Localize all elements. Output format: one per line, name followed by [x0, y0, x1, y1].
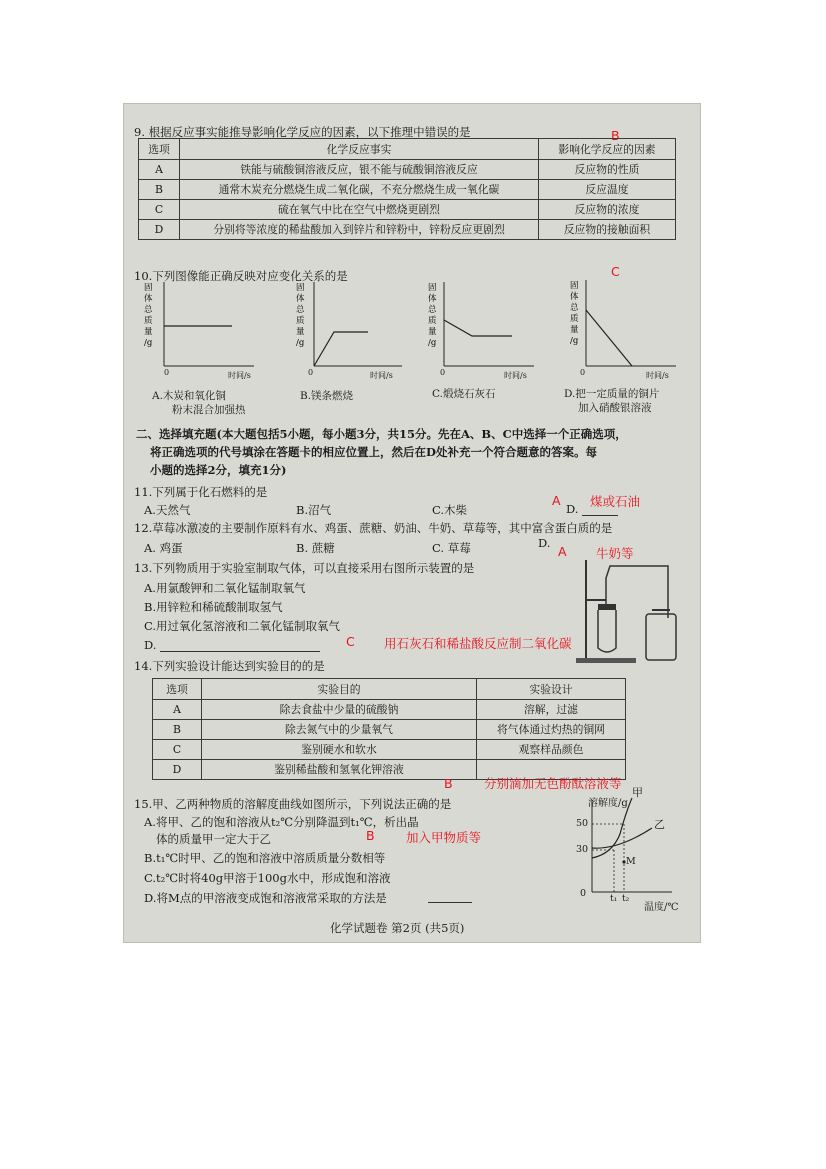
q14-answer: B	[444, 776, 453, 791]
graph-ylabel-part: 总	[570, 303, 579, 313]
q14-cell: D	[153, 760, 202, 780]
table-row	[153, 740, 626, 760]
q11-blank	[582, 515, 618, 516]
graph-curve	[314, 332, 368, 366]
q15-stem: 15.甲、乙两种物质的溶解度曲线如图所示，下列说法正确的是	[134, 797, 452, 811]
q9-cell: 反应物的浓度	[539, 200, 676, 220]
q11-answer: A	[552, 493, 561, 508]
solubility-xlabel: 温度/℃	[644, 902, 679, 913]
graph-a-caption: A.木炭和氧化铜	[152, 390, 226, 402]
graph-ylabel-part: 质	[428, 316, 437, 326]
q12-stem: 12.草莓冰激凌的主要制作原料有水、鸡蛋、蔗糖、奶油、牛奶、草莓等，其中富含蛋白质的是	[134, 521, 613, 535]
q13-stem: 13.下列物质用于实验室制取气体，可以直接采用右图所示装置的是	[134, 561, 475, 575]
q12-fill: 牛奶等	[596, 546, 634, 561]
solubility-ytick-50: 50	[576, 818, 589, 829]
section2-line2: 将正确选项的代号填涂在答题卡的相应位置上，然后在D处补充一个符合题意的答案。每	[150, 445, 597, 459]
q14-cell: 观察样品颜色	[477, 740, 626, 760]
graph-a-origin: 0	[164, 368, 170, 377]
q10-graph-c	[428, 282, 534, 366]
q15-option-d: D.将M点的甲溶液变成饱和溶液常采取的方法是	[144, 891, 387, 905]
solubility-t1: t₁	[610, 894, 618, 904]
q11-stem: 11.下列属于化石燃料的是	[134, 485, 268, 499]
section2-line3: 小题的选择2分，填充1分)	[150, 463, 287, 477]
table-row	[139, 180, 676, 200]
graph-d-caption: D.把一定质量的铜片	[564, 388, 660, 400]
q10-graph-d	[570, 280, 676, 366]
q14-stem: 14.下列实验设计能达到实验目的的是	[134, 659, 325, 673]
q14-cell: A	[153, 700, 202, 720]
table-row	[153, 720, 626, 740]
table-row	[139, 200, 676, 220]
q15-option-b: B.t₁℃时甲、乙的饱和溶液中溶质质量分数相等	[144, 851, 386, 865]
q14-cell: B	[153, 720, 202, 740]
graph-d-xlabel: 时间/s	[646, 371, 669, 380]
q13-option-b: B.用锌粒和稀硫酸制取氢气	[144, 600, 283, 614]
q14-cell: 鉴别稀盐酸和氢氧化钾溶液	[202, 760, 477, 780]
q15-answer: B	[366, 828, 375, 843]
q14-header-design: 实验设计	[477, 679, 626, 700]
q13-option-a: A.用氯酸钾和二氧化锰制取氧气	[144, 581, 306, 595]
graph-ylabel-part: 固	[144, 283, 153, 293]
table-row	[153, 700, 626, 720]
q10-answer: C	[611, 264, 620, 279]
q9-header-fact: 化学反应事实	[180, 139, 539, 160]
graph-ylabel-part: 量	[570, 325, 579, 335]
q13-option-d: D.	[144, 638, 157, 652]
graph-ylabel-part: 总	[296, 305, 305, 315]
graph-ylabel-part: 质	[570, 314, 579, 324]
graph-ylabel-part: /g	[428, 338, 437, 348]
solubility-t2: t₂	[622, 894, 630, 904]
q15-fill: 加入甲物质等	[406, 830, 482, 845]
section2-line1: 二、选择填充题(本大题包括5小题，每小题3分，共15分。先在A、B、C中选择一个正确选项，	[136, 427, 627, 441]
graph-ylabel-part: /g	[296, 338, 305, 348]
q12-answer: A	[558, 544, 567, 559]
q9-cell: 反应物的接触面积	[539, 220, 676, 240]
q9-header-factor: 影响化学反应的因素	[539, 139, 676, 160]
q10-graphs	[124, 274, 700, 374]
solubility-curve-label-yi: 乙	[654, 818, 665, 831]
graph-ylabel-part: 总	[144, 305, 153, 315]
graph-b-caption: B.镁条燃烧	[300, 390, 354, 402]
graph-ylabel-part: 量	[428, 327, 437, 337]
q14-header-option: 选项	[153, 679, 202, 700]
graph-c-caption: C.煅烧石灰石	[432, 388, 496, 400]
table-row	[139, 139, 676, 160]
q11-option-c: C.木柴	[432, 503, 468, 517]
graph-ylabel-part: 质	[144, 316, 153, 326]
solubility-ylabel: 溶解度/g	[588, 798, 628, 809]
q14-cell: 除去氮气中的少量氧气	[202, 720, 477, 740]
q13-option-c: C.用过氧化氢溶液和二氧化锰制取氧气	[144, 619, 341, 633]
table-row	[153, 679, 626, 700]
q9-cell: A	[139, 160, 180, 180]
q9-cell: B	[139, 180, 180, 200]
q10-graph-b	[296, 282, 402, 366]
graph-ylabel-part: 总	[428, 305, 437, 315]
q15-blank	[428, 902, 472, 903]
graph-a-caption-2: 粉末混合加强热	[172, 404, 246, 416]
q9-cell: C	[139, 200, 180, 220]
graph-ylabel-part: 固	[428, 283, 437, 293]
q15-option-a-line2: 体的质量甲一定大于乙	[156, 832, 271, 846]
page-footer: 化学试题卷 第2页 (共5页)	[330, 921, 465, 935]
q9-cell: 硫在氧气中比在空气中燃烧更剧烈	[180, 200, 539, 220]
graph-ylabel-part: 体	[428, 294, 437, 304]
q9-answer: B	[611, 128, 620, 143]
q13-blank	[160, 651, 320, 652]
gas-apparatus-drawing	[568, 556, 678, 666]
q14-cell: 溶解，过滤	[477, 700, 626, 720]
solubility-curve-yi	[592, 828, 652, 848]
solubility-curve-label-jia: 甲	[632, 786, 643, 799]
q9-cell: 反应温度	[539, 180, 676, 200]
q15-option-c: C.t₂℃时将40g甲溶于100g水中，形成饱和溶液	[144, 871, 391, 885]
exam-sheet	[124, 104, 700, 942]
graph-ylabel-part: 固	[296, 283, 305, 293]
q9-cell: 铁能与硫酸铜溶液反应，银不能与硫酸铜溶液反应	[180, 160, 539, 180]
q10-graph-a	[144, 282, 254, 366]
graph-curve	[586, 310, 632, 366]
q9-cell: 反应物的性质	[539, 160, 676, 180]
graph-ylabel-part: 固	[570, 281, 579, 291]
q14-cell: 将气体通过灼热的铜网	[477, 720, 626, 740]
q9-header-option: 选项	[139, 139, 180, 160]
q13-answer: C	[346, 634, 355, 649]
solubility-origin: 0	[580, 888, 587, 899]
graph-b-xlabel: 时间/s	[370, 371, 393, 380]
q11-option-b: B.沼气	[296, 503, 332, 517]
q9-cell: 通常木炭充分燃烧生成二氧化碳，不充分燃烧生成一氧化碳	[180, 180, 539, 200]
graph-ylabel-part: 体	[144, 294, 153, 304]
q14-cell: 除去食盐中少量的硫酸钠	[202, 700, 477, 720]
q10-stem: 10.下列图像能正确反映对应变化关系的是	[134, 269, 348, 283]
q12-option-c: C. 草莓	[432, 541, 471, 555]
graph-ylabel-part: 体	[296, 294, 305, 304]
graph-b-origin: 0	[308, 368, 314, 377]
q14-cell: 鉴别硬水和软水	[202, 740, 477, 760]
graph-ylabel-part: 质	[296, 316, 305, 326]
q12-option-d: D.	[538, 536, 551, 550]
q9-table	[138, 138, 676, 240]
table-row	[139, 220, 676, 240]
graph-c-xlabel: 时间/s	[504, 371, 527, 380]
table-row	[139, 160, 676, 180]
graph-ylabel-part: 量	[144, 327, 153, 337]
solubility-ytick-30: 30	[576, 844, 589, 855]
q14-cell: C	[153, 740, 202, 760]
q12-option-a: A. 鸡蛋	[144, 541, 183, 555]
q14-table	[152, 678, 626, 780]
q9-stem: 9. 根据反应事实能推导影响化学反应的因素，以下推理中错误的是	[134, 125, 471, 139]
q11-fill: 煤或石油	[590, 494, 641, 509]
solubility-point-label: M	[626, 856, 636, 867]
q12-option-b: B. 蔗糖	[296, 541, 335, 555]
graph-curve	[444, 320, 512, 336]
graph-a-xlabel: 时间/s	[228, 371, 251, 380]
q11-option-d: D.	[566, 502, 579, 516]
graph-c-origin: 0	[440, 368, 446, 377]
q15-option-a-line1: A.将甲、乙的饱和溶液从t₂℃分别降温到t₁℃，析出晶	[144, 815, 419, 829]
q11-option-a: A.天然气	[144, 503, 191, 517]
graph-ylabel-part: /g	[144, 338, 153, 348]
q14-fill: 分别滴加无色酚酞溶液等	[484, 776, 622, 791]
q9-cell: D	[139, 220, 180, 240]
q14-header-purpose: 实验目的	[202, 679, 477, 700]
q13-fill: 用石灰石和稀盐酸反应制二氧化碳	[384, 636, 572, 651]
graph-d-origin: 0	[580, 368, 586, 377]
q9-cell: 分别将等浓度的稀盐酸加入到锌片和锌粉中，锌粉反应更剧烈	[180, 220, 539, 240]
graph-ylabel-part: /g	[570, 336, 579, 346]
graph-ylabel-part: 体	[570, 292, 579, 302]
graph-ylabel-part: 量	[296, 327, 305, 337]
graph-d-caption-2: 加入硝酸银溶液	[578, 402, 652, 414]
